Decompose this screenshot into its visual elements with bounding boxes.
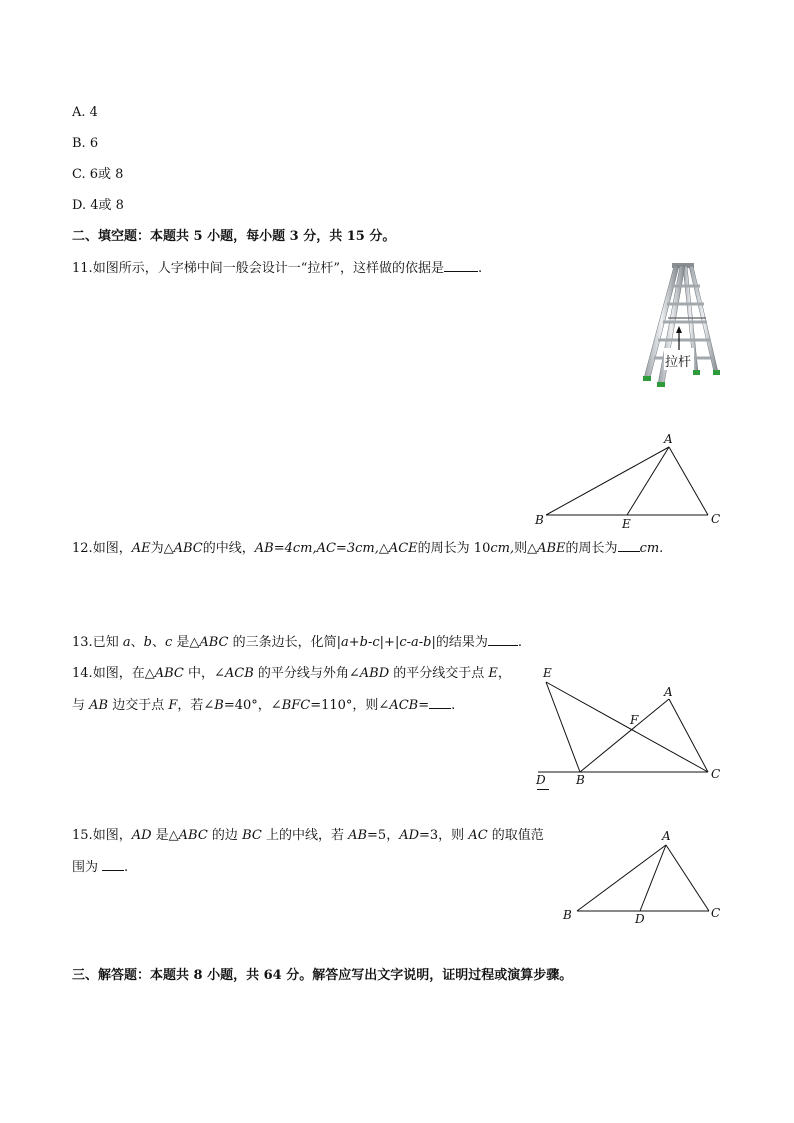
choice-text: 4或 8 <box>90 198 124 213</box>
q14-text: =110°，则∠ <box>310 698 390 713</box>
q14-text: 如图，在△ <box>92 666 155 681</box>
overline-mark <box>537 789 549 790</box>
q14-text: ， <box>497 666 511 681</box>
q14-var: BFC <box>281 698 311 713</box>
choice-text: 6或 8 <box>89 167 124 182</box>
choice-letter: C. <box>72 167 86 182</box>
q14-text: 与 <box>72 698 90 713</box>
question-15-line-1 <box>72 827 544 845</box>
q15-text: 围为 <box>72 860 99 875</box>
answer-blank <box>488 633 518 646</box>
q14-var: B <box>214 698 224 713</box>
q14-var: ACB <box>224 666 254 681</box>
ladder-foot <box>693 370 700 375</box>
segment-ae <box>627 447 669 515</box>
choice-letter: A. <box>72 105 86 120</box>
q12-var: cm, <box>490 541 515 556</box>
q15-var: AB <box>348 828 368 843</box>
ladder-label: 拉杆 <box>665 355 692 370</box>
q12-text: 如图， <box>92 541 132 556</box>
q15-text: =5， <box>367 828 400 843</box>
q13-text: 的三条边长，化简| <box>228 635 342 650</box>
q15-text: 的取值范 <box>487 828 544 843</box>
q15-var: BC <box>242 828 262 843</box>
q12-var: AE <box>131 541 151 556</box>
q14-var: E <box>488 666 498 681</box>
point-label-c: C <box>711 512 721 526</box>
point-label-f: F <box>630 713 639 727</box>
ladder-arrow-head <box>676 326 682 333</box>
q14-text: ，若∠ <box>177 698 215 713</box>
point-label-a: A <box>662 829 671 843</box>
segment-ab <box>546 447 669 515</box>
point-label-d: D <box>536 773 546 787</box>
question-15-line-2 <box>72 858 128 877</box>
ladder-figure <box>636 260 726 392</box>
q14-var: F <box>168 698 178 713</box>
ladder-foot <box>657 382 665 387</box>
q12-var: AB=4cm,AC=3cm, <box>254 541 379 556</box>
segment-ba <box>580 699 669 772</box>
q13-text: |的结果为 <box>431 635 488 650</box>
q13-text: 、 <box>151 635 165 650</box>
q12-text: 则△ <box>514 541 538 556</box>
q12-var: ABE <box>537 541 566 556</box>
q15-var: ABC <box>178 828 208 843</box>
question-12 <box>72 539 663 558</box>
answer-blank <box>429 696 451 709</box>
q12-text: 的周长为 10 <box>417 541 491 556</box>
question-11 <box>72 259 482 278</box>
choice-text: 6 <box>89 136 99 151</box>
answer-blank <box>444 259 478 272</box>
q14-text: = <box>418 698 430 713</box>
point-label-b: B <box>576 773 585 787</box>
q13-var: a+b-c <box>341 635 380 650</box>
question-number: 15. <box>72 828 93 843</box>
q12-text: 为△ <box>150 541 174 556</box>
section-2-heading: 二、填空题：本题共 5 小题，每小题 3 分，共 15 分。 <box>72 229 396 244</box>
q15-text: =3，则 <box>419 828 469 843</box>
q15-triangle-figure <box>555 825 730 925</box>
q13-text: 已知 <box>92 635 123 650</box>
q13-var: c-a-b <box>399 635 432 650</box>
choice-d <box>72 197 124 215</box>
question-13 <box>72 633 522 652</box>
choice-c <box>72 166 123 184</box>
question-number: 12. <box>72 541 93 556</box>
ladder-foot <box>643 376 651 381</box>
q12-text: △ <box>378 541 389 556</box>
q15-text: 的边 <box>207 828 243 843</box>
q12-text: 的周长为 <box>565 541 618 556</box>
question-number: 14. <box>72 666 93 681</box>
choice-letter: D. <box>72 198 87 213</box>
choice-letter: B. <box>72 136 86 151</box>
answer-blank <box>618 539 640 552</box>
answer-blank <box>102 858 124 871</box>
point-label-b: B <box>535 513 544 527</box>
point-label-c: C <box>711 767 721 781</box>
choice-text: 4 <box>89 105 98 120</box>
q14-text: 边交于点 <box>108 698 169 713</box>
q11-text: 如图所示，人字梯中间一般会设计一“拉杆”，这样做的依据是 <box>92 261 444 276</box>
question-number: 13. <box>72 635 93 650</box>
q15-end: . <box>124 860 129 875</box>
point-label-b: B <box>563 908 572 922</box>
point-label-e: E <box>543 666 552 680</box>
q15-text: 上的中线，若 <box>261 828 349 843</box>
segment-ac <box>666 845 709 911</box>
q12-var: ABC <box>173 541 203 556</box>
point-label-c: C <box>711 906 721 920</box>
q13-text: 、 <box>130 635 144 650</box>
q12-unit: cm. <box>639 541 664 556</box>
q14-var: AB <box>89 698 109 713</box>
q15-var: AD <box>399 828 420 843</box>
q14-triangle-figure <box>530 660 730 790</box>
segment-eb <box>546 682 580 772</box>
q13-var: a <box>122 635 131 650</box>
ladder-foot <box>713 370 720 375</box>
point-label-a: A <box>664 685 673 699</box>
q14-var: ACB <box>389 698 419 713</box>
q12-text: 的中线， <box>202 541 255 556</box>
point-label-e: E <box>622 517 631 531</box>
q15-text: 是△ <box>151 828 179 843</box>
question-14-line-1 <box>72 665 511 683</box>
q14-text: =40°，∠ <box>223 698 282 713</box>
q13-text: |+| <box>379 635 400 650</box>
q15-text: 如图， <box>92 828 132 843</box>
q12-var: ACE <box>388 541 418 556</box>
point-label-d: D <box>635 912 645 925</box>
q14-var: ABC <box>154 666 184 681</box>
q14-text: 中，∠ <box>183 666 225 681</box>
q14-var: ABD <box>359 666 390 681</box>
q13-var: c <box>164 635 173 650</box>
q14-text: 的平分线交于点 <box>389 666 489 681</box>
q15-var: AD <box>131 828 152 843</box>
q11-end: . <box>477 261 483 276</box>
choice-a <box>72 104 98 122</box>
choice-b <box>72 135 98 153</box>
q15-var: AC <box>468 828 488 843</box>
segment-ac <box>669 447 708 515</box>
q12-triangle-figure <box>530 428 730 532</box>
q14-end: . <box>451 698 456 713</box>
section-3-heading: 三、解答题：本题共 8 小题，共 64 分。解答应写出文字说明，证明过程或演算步骤。 <box>72 968 573 983</box>
question-number: 11. <box>72 261 93 276</box>
ladder-rungs <box>654 286 714 358</box>
question-14-line-2 <box>72 696 455 715</box>
q13-var: b <box>143 635 152 650</box>
q14-text: 的平分线与外角∠ <box>253 666 360 681</box>
q13-text: 是△ <box>172 635 200 650</box>
q13-var: ABC <box>199 635 229 650</box>
point-label-a: A <box>664 432 673 446</box>
q13-end: . <box>517 635 522 650</box>
